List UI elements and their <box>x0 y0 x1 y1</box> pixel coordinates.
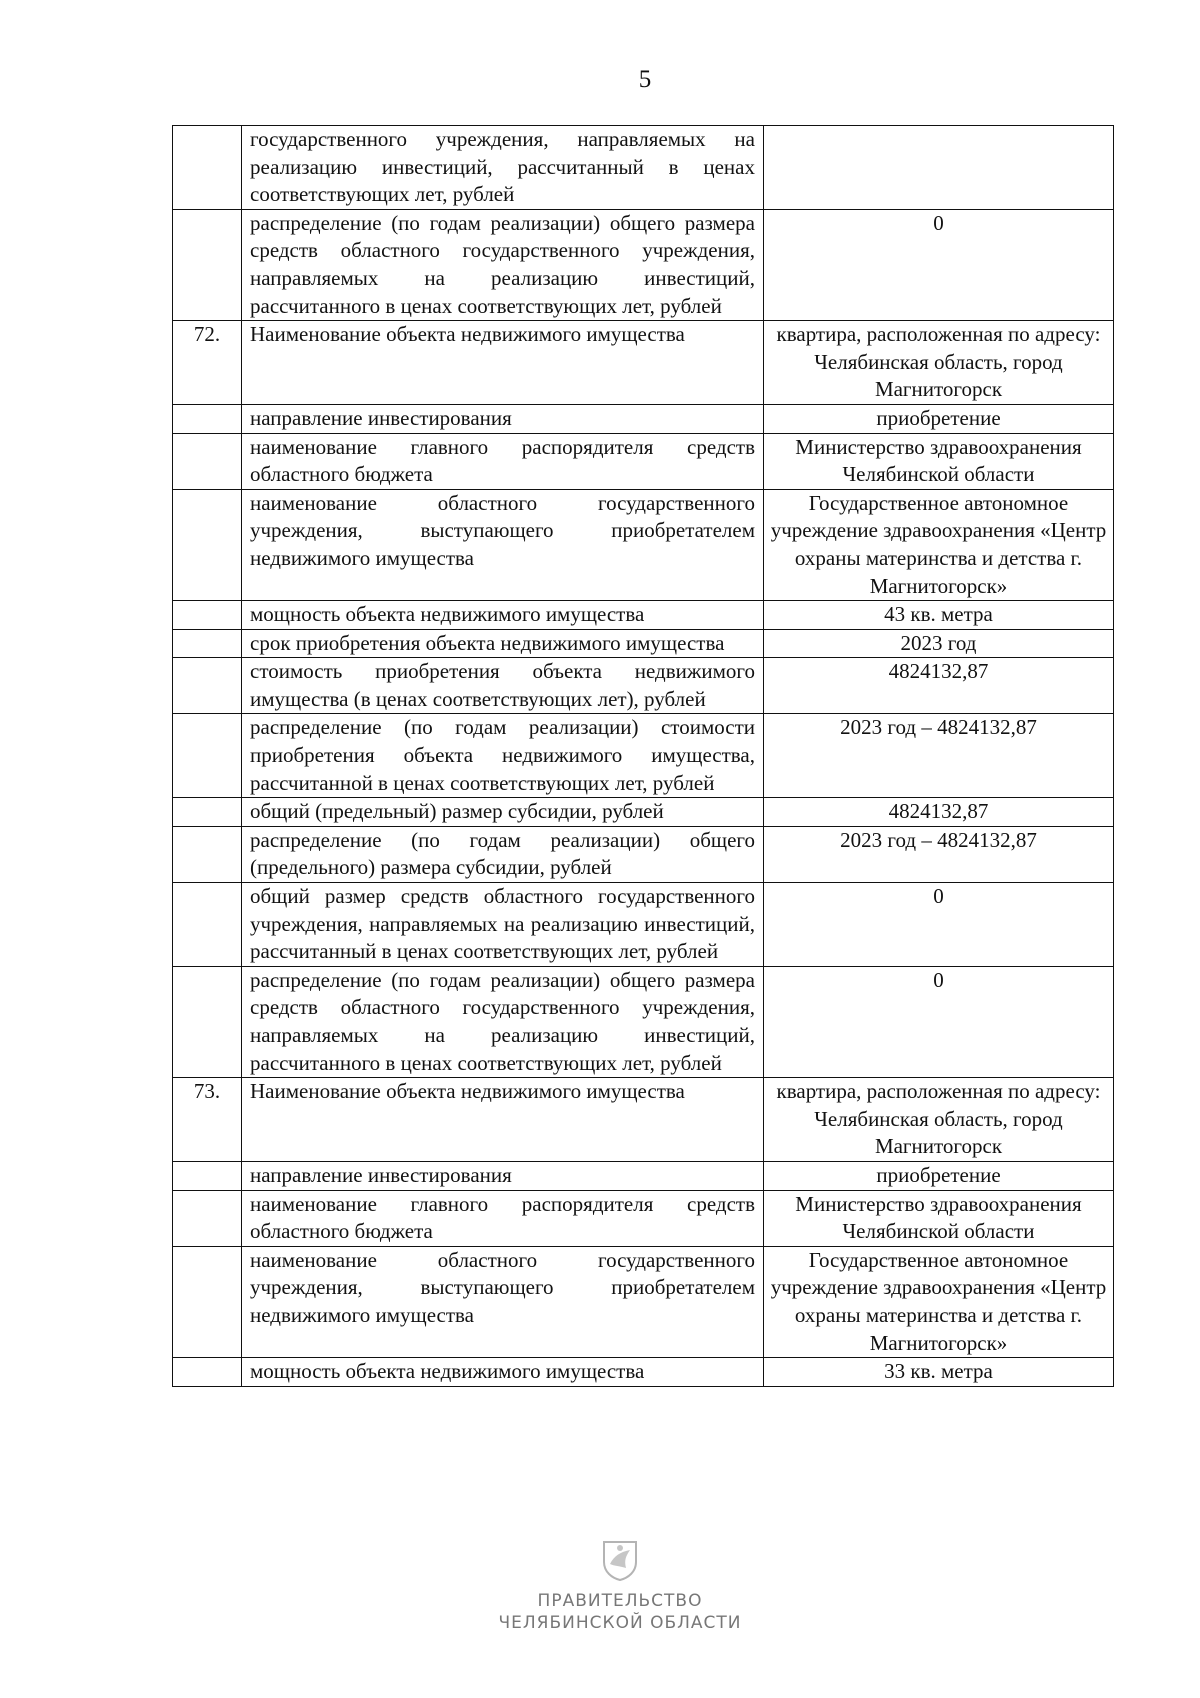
row-label: распределение (по годам реализации) общего (предельного) размера субсидии, рублей <box>242 826 764 882</box>
row-number <box>173 1190 242 1246</box>
row-number <box>173 966 242 1077</box>
row-label: наименование главного распорядителя средств областного бюджета <box>242 433 764 489</box>
row-number <box>173 714 242 798</box>
row-number <box>173 1246 242 1357</box>
row-label: наименование областного государственного учреждения, выступающего приобретателем недвижимого имущества <box>242 489 764 600</box>
coat-of-arms-icon <box>600 1538 640 1582</box>
table-row <box>173 658 1114 714</box>
row-value: приобретение <box>764 1161 1114 1190</box>
row-label: Наименование объекта недвижимого имущества <box>242 1078 764 1162</box>
table-body <box>173 126 1114 1387</box>
row-number: 73. <box>173 1078 242 1162</box>
row-label: общий (предельный) размер субсидии, рублей <box>242 798 764 827</box>
row-value: Министерство здравоохранения Челябинской области <box>764 1190 1114 1246</box>
row-label: Наименование объекта недвижимого имущества <box>242 321 764 405</box>
row-value: Государственное автономное учреждение здравоохранения «Центр охраны материнства и детства г. Магнитогорск» <box>764 1246 1114 1357</box>
row-label: распределение (по годам реализации) общего размера средств областного государственного учреждения, направляемых на реализацию инвестиций, рассчитанного в ценах соответствующих лет, рублей <box>242 966 764 1077</box>
row-number <box>173 404 242 433</box>
row-label: направление инвестирования <box>242 1161 764 1190</box>
table-row <box>173 798 1114 827</box>
row-number <box>173 433 242 489</box>
row-value: 0 <box>764 966 1114 1077</box>
table-row <box>173 321 1114 405</box>
row-label: наименование главного распорядителя средств областного бюджета <box>242 1190 764 1246</box>
row-label: государственного учреждения, направляемых на реализацию инвестиций, рассчитанный в ценах соответствующих лет, рублей <box>242 126 764 210</box>
table-row <box>173 714 1114 798</box>
table-row <box>173 601 1114 630</box>
row-label: стоимость приобретения объекта недвижимого имущества (в ценах соответствующих лет), рублей <box>242 658 764 714</box>
table-row <box>173 966 1114 1077</box>
row-value: квартира, расположенная по адресу: Челябинская область, город Магнитогорск <box>764 321 1114 405</box>
row-value: 2023 год – 4824132,87 <box>764 714 1114 798</box>
row-value: 4824132,87 <box>764 658 1114 714</box>
row-value: 4824132,87 <box>764 798 1114 827</box>
row-value: 0 <box>764 883 1114 967</box>
table-row <box>173 489 1114 600</box>
row-label: мощность объекта недвижимого имущества <box>242 601 764 630</box>
row-number <box>173 798 242 827</box>
row-label: мощность объекта недвижимого имущества <box>242 1358 764 1387</box>
table-row <box>173 126 1114 210</box>
table-row <box>173 1190 1114 1246</box>
table-row <box>173 1358 1114 1387</box>
table-row <box>173 1246 1114 1357</box>
row-number <box>173 209 242 320</box>
investment-table <box>172 125 1114 1387</box>
row-value: 0 <box>764 209 1114 320</box>
row-value: 43 кв. метра <box>764 601 1114 630</box>
page-number: 5 <box>638 66 652 93</box>
table-row <box>173 883 1114 967</box>
row-label: общий размер средств областного государственного учреждения, направляемых на реализацию инвестиций, рассчитанный в ценах соответствующих лет, рублей <box>242 883 764 967</box>
table-row <box>173 1078 1114 1162</box>
row-value: квартира, расположенная по адресу: Челябинская область, город Магнитогорск <box>764 1078 1114 1162</box>
row-number <box>173 629 242 658</box>
row-label: срок приобретения объекта недвижимого имущества <box>242 629 764 658</box>
row-value: 2023 год <box>764 629 1114 658</box>
row-number <box>173 601 242 630</box>
row-value: 33 кв. метра <box>764 1358 1114 1387</box>
table-row <box>173 1161 1114 1190</box>
row-value: приобретение <box>764 404 1114 433</box>
government-watermark <box>470 1538 770 1634</box>
table-row <box>173 629 1114 658</box>
row-label: распределение (по годам реализации) стоимости приобретения объекта недвижимого имущества, рассчитанной в ценах соответствующих лет, рублей <box>242 714 764 798</box>
row-number <box>173 883 242 967</box>
row-number <box>173 1161 242 1190</box>
row-value: 2023 год – 4824132,87 <box>764 826 1114 882</box>
table-row <box>173 826 1114 882</box>
table-row <box>173 209 1114 320</box>
row-number <box>173 126 242 210</box>
row-number: 72. <box>173 321 242 405</box>
row-value: Государственное автономное учреждение здравоохранения «Центр охраны материнства и детства г. Магнитогорск» <box>764 489 1114 600</box>
watermark-line-1: ПРАВИТЕЛЬСТВО <box>537 1591 703 1611</box>
row-value: Министерство здравоохранения Челябинской области <box>764 433 1114 489</box>
row-number <box>173 826 242 882</box>
row-number <box>173 658 242 714</box>
table-row <box>173 404 1114 433</box>
row-label: наименование областного государственного учреждения, выступающего приобретателем недвижимого имущества <box>242 1246 764 1357</box>
watermark-line-2: ЧЕЛЯБИНСКОЙ ОБЛАСТИ <box>498 1613 742 1633</box>
row-number <box>173 1358 242 1387</box>
row-label: распределение (по годам реализации) общего размера средств областного государственного учреждения, направляемых на реализацию инвестиций, рассчитанного в ценах соответствующих лет, рублей <box>242 209 764 320</box>
row-label: направление инвестирования <box>242 404 764 433</box>
row-value <box>764 126 1114 210</box>
table-row <box>173 433 1114 489</box>
row-number <box>173 489 242 600</box>
